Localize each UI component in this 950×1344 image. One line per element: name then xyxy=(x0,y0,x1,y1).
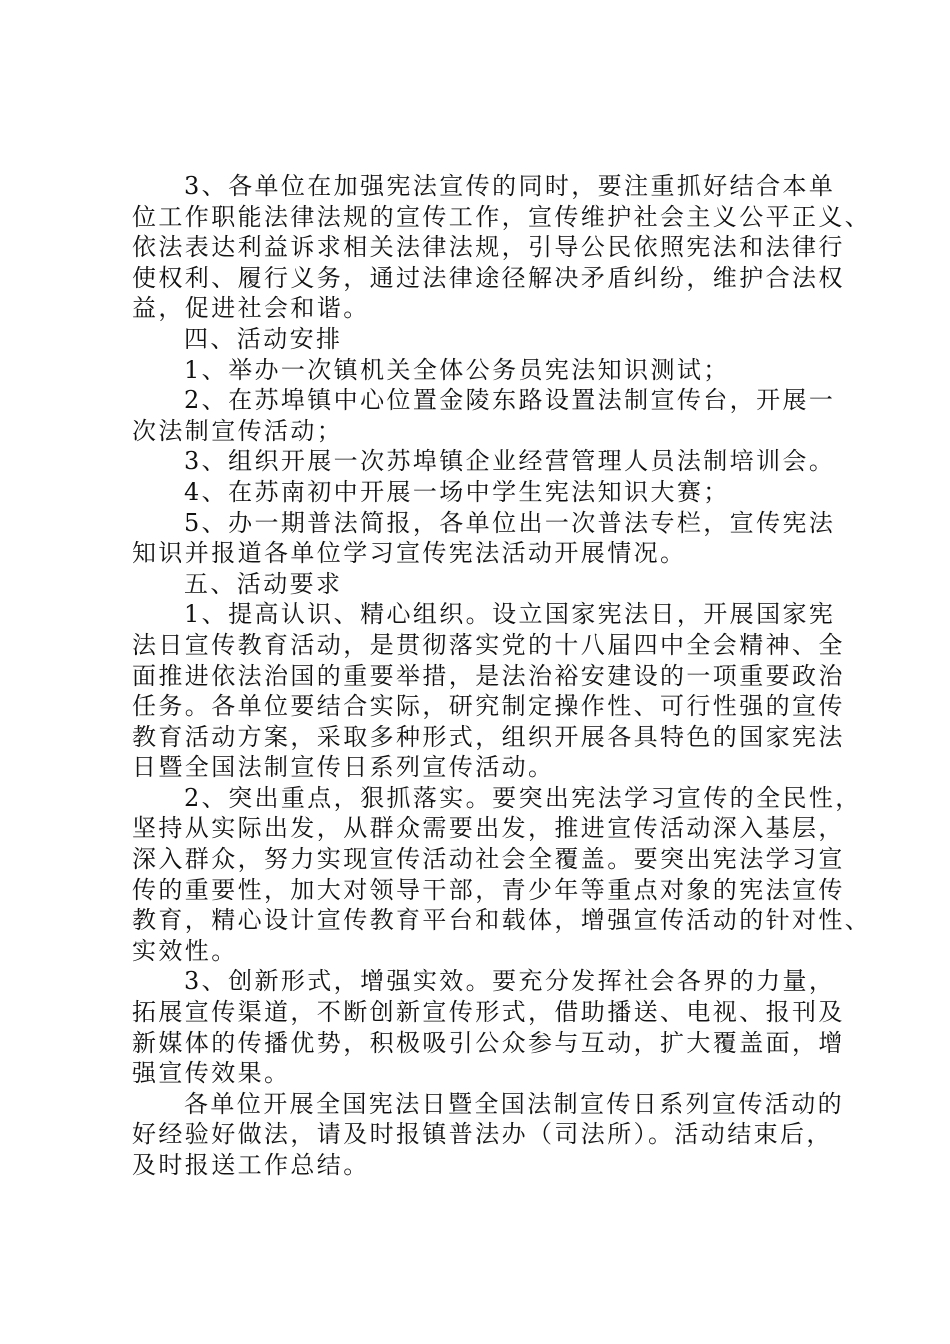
text-line: 好经验好做法，请及时报镇普法办（司法所）。活动结束后， xyxy=(132,1120,833,1149)
text-line: 强宣传效果。 xyxy=(132,1059,291,1088)
text-line: 益，促进社会和谐。 xyxy=(132,294,370,323)
text-line: 法日宣传教育活动，是贯彻落实党的十八届四中全会精神、全 xyxy=(132,630,845,659)
text-line: 3、各单位在加强宪法宣传的同时，要注重抓好结合本单 xyxy=(184,172,836,200)
text-line: 任务。各单位要结合实际，研究制定操作性、可行性强的宣传 xyxy=(132,692,845,721)
text-line: 位工作职能法律法规的宣传工作，宣传维护社会主义公平正义、 xyxy=(132,202,872,231)
text-line: 深入群众，努力实现宣传活动社会全覆盖。要突出宪法学习宣 xyxy=(132,845,845,874)
text-line: 3、组织开展一次苏埠镇企业经营管理人员法制培训会。 xyxy=(184,447,836,476)
text-line: 教育活动方案，采取多种形式，组织开展各具特色的国家宪法 xyxy=(132,722,845,751)
text-line: 1、举办一次镇机关全体公务员宪法知识测试； xyxy=(184,355,730,384)
text-line: 各单位开展全国宪法日暨全国法制宣传日系列宣传活动的 xyxy=(184,1089,844,1118)
text-line: 5、办一期普法简报，各单位出一次普法专栏，宣传宪法 xyxy=(184,508,836,537)
text-line: 拓展宣传渠道，不断创新宣传形式，借助播送、电视、报刊及 xyxy=(132,998,845,1027)
text-line: 日暨全国法制宣传日系列宣传活动。 xyxy=(132,753,555,782)
text-line: 坚持从实际出发，从群众需要出发，推进宣传活动深入基层， xyxy=(132,814,845,843)
text-line: 实效性。 xyxy=(132,936,238,965)
text-line: 2、突出重点，狠抓落实。要突出宪法学习宣传的全民性， xyxy=(184,783,862,812)
text-line: 教育，精心设计宣传教育平台和载体，增强宣传活动的针对性、 xyxy=(132,906,872,935)
text-line: 1、提高认识、精心组织。设立国家宪法日，开展国家宪 xyxy=(184,600,836,629)
text-line: 面推进依法治国的重要举措，是法治裕安建设的一项重要政治 xyxy=(132,661,845,690)
text-line: 新媒体的传播优势，积极吸引公众参与互动，扩大覆盖面，增 xyxy=(132,1028,845,1057)
text-line: 使权利、履行义务，通过法律途径解决矛盾纠纷，维护合法权 xyxy=(132,263,845,292)
text-line: 次法制宣传活动； xyxy=(132,416,344,445)
text-line: 4、在苏南初中开展一场中学生宪法知识大赛； xyxy=(184,477,730,506)
text-line: 2、在苏埠镇中心位置金陵东路设置法制宣传台，开展一 xyxy=(184,386,836,415)
text-line: 四、活动安排 xyxy=(184,324,343,353)
text-line: 传的重要性，加大对领导干部，青少年等重点对象的宪法宣传 xyxy=(132,875,845,904)
document-body xyxy=(132,171,872,1181)
text-line: 及时报送工作总结。 xyxy=(132,1151,370,1179)
text-line: 知识并报道各单位学习宣传宪法活动开展情况。 xyxy=(132,539,687,568)
text-line: 3、创新形式，增强实效。要充分发挥社会各界的力量， xyxy=(184,967,836,996)
text-line: 依法表达利益诉求相关法律法规，引导公民依照宪法和法律行 xyxy=(132,233,845,262)
text-line: 五、活动要求 xyxy=(184,569,343,598)
